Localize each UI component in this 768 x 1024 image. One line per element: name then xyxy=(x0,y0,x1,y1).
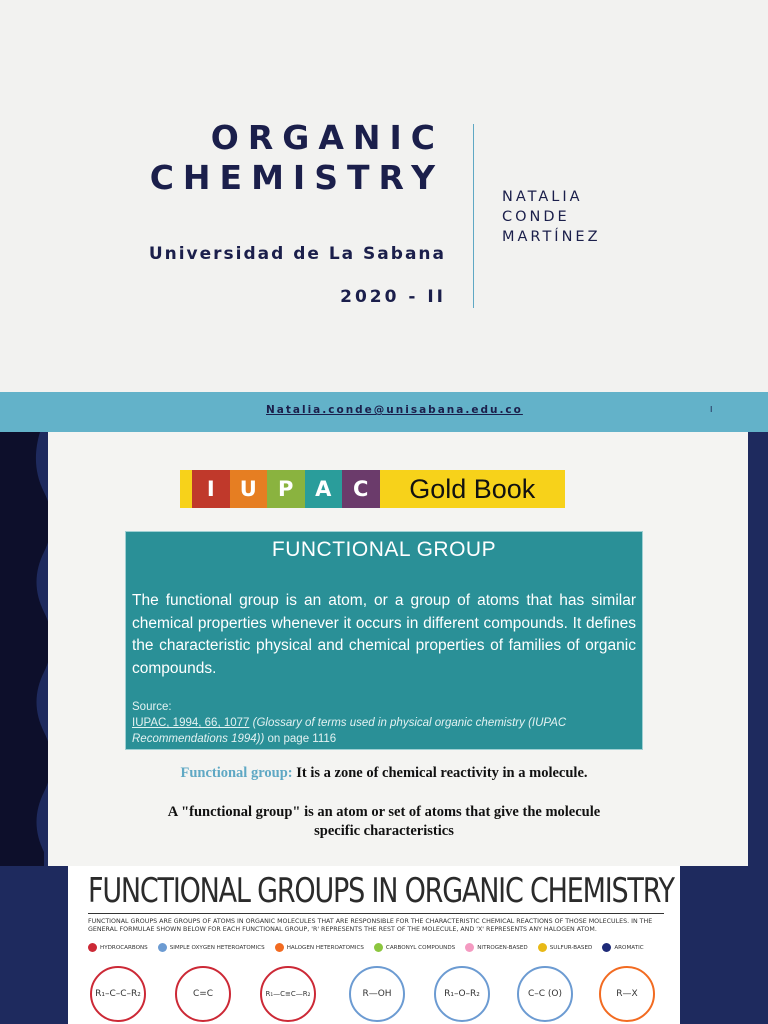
functional-group-description: A "functional group" is an atom or set of atoms that give the molecule specific characteristics xyxy=(167,804,601,839)
definition-text: The functional group is an atom, or a group of atoms that has similar chemical properties whenever it occurs in different compounds. It defines the characteristic physical and chemical properties of families of organic compounds. xyxy=(132,592,636,677)
group-circle xyxy=(90,966,146,1022)
source-reference-link[interactable]: IUPAC, 1994, 66, 1077 xyxy=(132,717,250,729)
legend-dot xyxy=(538,943,547,952)
legend-dot xyxy=(602,943,611,952)
author-name xyxy=(502,187,601,247)
legend-item xyxy=(275,943,364,952)
logo-letter: C xyxy=(342,470,380,508)
logo-letter: I xyxy=(192,470,230,508)
gold-book-label: Gold Book xyxy=(409,473,536,504)
legend-dot xyxy=(275,943,284,952)
author-line-1: NATALIA xyxy=(502,189,583,205)
group-circle xyxy=(599,966,655,1022)
source-cite: (Glossary of terms used in physical organic chemistry (IUPAC Recommendations 1994)) xyxy=(132,717,567,745)
legend-item xyxy=(158,943,265,952)
group-formula: R₁–C–C–R₂ xyxy=(95,989,141,999)
infographic xyxy=(68,866,680,1024)
group-circle xyxy=(175,966,231,1022)
infographic-legend xyxy=(88,943,644,952)
infographic-rule xyxy=(88,913,664,914)
group-formula: R—X xyxy=(616,989,638,999)
legend-dot xyxy=(374,943,383,952)
legend-dot xyxy=(465,943,474,952)
university-name: Universidad de La Sabana xyxy=(148,244,446,264)
legend-item xyxy=(602,943,643,952)
email-link[interactable]: Natalia.conde@unisabana.edu.co xyxy=(266,404,523,416)
legend-dot xyxy=(88,943,97,952)
infographic-title: FUNCTIONAL GROUPS IN ORGANIC CHEMISTRY xyxy=(88,872,674,911)
legend-item xyxy=(88,943,148,952)
legend-label: SIMPLE OXYGEN HETEROATOMICS xyxy=(169,944,265,951)
legend-item xyxy=(538,943,593,952)
author-line-3: MARTÍNEZ xyxy=(502,229,601,245)
note-label: Functional group: xyxy=(180,765,293,781)
group-circle xyxy=(260,966,316,1022)
legend-label: CARBONYL COMPOUNDS xyxy=(385,944,456,951)
title-line-1: ORGANIC xyxy=(210,118,444,157)
legend-label: SULFUR-BASED xyxy=(549,944,593,951)
legend-item xyxy=(465,943,527,952)
group-formula: C=C xyxy=(192,989,214,999)
infographic-description: FUNCTIONAL GROUPS ARE GROUPS OF ATOMS IN ORGANIC MOLECULES THAT ARE RESPONSIBLE FOR THE CHARACTERISTIC CHEMICAL REACTIONS OF THOSE MOLECULES. IN THE GENERAL FORMULAE SHOWN BELOW FOR EACH FUNCTIONAL GROUP, 'R' REPRESENTS THE REST OF THE MOLECULE, AND 'X' REPRESENTS ANY HALOGEN ATOM. xyxy=(88,918,653,933)
legend-dot xyxy=(158,943,167,952)
logo-letter: P xyxy=(267,470,305,508)
definition-box xyxy=(125,531,643,750)
group-circle xyxy=(349,966,405,1022)
title-line-2: CHEMISTRY xyxy=(149,158,444,197)
legend-label: NITROGEN-BASED xyxy=(477,944,528,951)
source-page: on page 1116 xyxy=(267,733,337,745)
group-circle xyxy=(517,966,573,1022)
author-line-2: CONDE xyxy=(502,209,570,225)
legend-label: HALOGEN HETEROATOMICS xyxy=(286,944,364,951)
iupac-gold-book-logo xyxy=(180,470,565,508)
logo-letter: A xyxy=(305,470,343,508)
note-text: It is a zone of chemical reactivity in a molecule. xyxy=(296,765,588,781)
source-citation xyxy=(132,715,636,747)
group-circle xyxy=(434,966,490,1022)
group-formula: R₁—C≡C—R₂ xyxy=(265,990,311,998)
group-formula: C–C (O) xyxy=(527,989,563,999)
academic-term: 2020 - II xyxy=(340,287,446,307)
page-number: I xyxy=(710,405,713,414)
definition-source xyxy=(132,699,636,747)
legend-item xyxy=(374,943,455,952)
presentation-title xyxy=(150,118,444,198)
legend-label: HYDROCARBONS xyxy=(100,944,148,951)
group-formula: R₁–O–R₂ xyxy=(444,989,480,999)
legend-label: AROMATIC xyxy=(614,944,644,951)
functional-group-note xyxy=(0,765,768,782)
functional-group-circles xyxy=(88,966,668,1024)
source-label: Source: xyxy=(132,701,172,713)
group-formula: R—OH xyxy=(362,989,392,999)
logo-letter: U xyxy=(230,470,268,508)
vertical-divider xyxy=(473,124,474,308)
definition-title: FUNCTIONAL GROUP xyxy=(271,538,497,561)
